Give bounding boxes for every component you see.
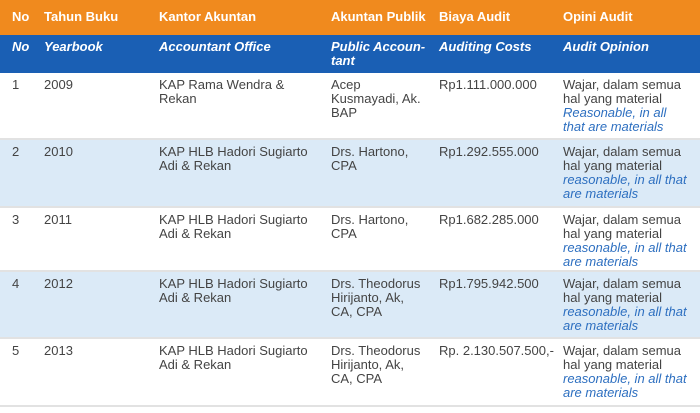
row-number: 3 [12, 212, 20, 227]
table-row [0, 208, 700, 272]
row-opinion-english: reasonable, in all that [563, 304, 687, 319]
header-en-year: Yearbook [44, 39, 103, 54]
row-opinion-line: Wajar, dalam semua [563, 77, 682, 92]
table-row [0, 140, 700, 208]
row-accountant [331, 145, 431, 173]
row-accountant-line: Hirijanto, Ak, [331, 357, 404, 372]
row-accountant-line: Acep [331, 77, 361, 92]
row-office-line: KAP HLB Hadori Sugiarto [159, 212, 308, 227]
header-en-accountant: Public Accoun- tant [331, 39, 426, 68]
row-office [159, 213, 324, 241]
row-opinion [563, 277, 698, 333]
row-opinion [563, 78, 698, 134]
row-accountant [331, 344, 431, 386]
row-accountant-line: BAP [331, 105, 358, 120]
header-en-cost: Auditing Costs [439, 39, 532, 54]
row-accountant-line: Drs. Hartono, [331, 212, 409, 227]
row-opinion-line: hal yang material [563, 290, 662, 305]
row-opinion [563, 145, 698, 201]
row-opinion-line: hal yang material [563, 357, 662, 372]
row-office [159, 344, 324, 372]
row-opinion-english: reasonable, in all that [563, 371, 687, 386]
header-cost: Biaya Audit [439, 9, 511, 24]
row-office-line: KAP HLB Hadori Sugiarto [159, 343, 308, 358]
row-opinion-line: hal yang material [563, 226, 662, 241]
row-accountant-line: Hirijanto, Ak, [331, 290, 404, 305]
row-opinion-line: hal yang material [563, 91, 662, 106]
row-accountant [331, 213, 431, 241]
row-opinion-line: Wajar, dalam semua [563, 276, 682, 291]
row-accountant [331, 277, 431, 319]
row-year: 2009 [44, 77, 73, 92]
header-accountant: Akuntan Publik [331, 9, 426, 24]
row-office [159, 277, 324, 305]
header-year: Tahun Buku [44, 9, 119, 24]
row-opinion [563, 344, 698, 400]
header-row-english [0, 35, 700, 73]
header-no: No [12, 9, 30, 24]
header-en-office: Accountant Office [159, 39, 271, 54]
row-year: 2012 [44, 276, 73, 291]
row-office [159, 78, 324, 106]
row-office-line: KAP HLB Hadori Sugiarto [159, 276, 308, 291]
row-office-line: KAP HLB Hadori Sugiarto [159, 144, 308, 159]
row-cost: Rp1.682.285.000 [439, 212, 539, 227]
table-row [0, 272, 700, 339]
row-office [159, 145, 324, 173]
row-number: 4 [12, 276, 20, 291]
row-accountant-line: Drs. Hartono, [331, 144, 409, 159]
header-opinion: Opini Audit [563, 9, 633, 24]
row-cost: Rp1.292.555.000 [439, 144, 539, 159]
row-accountant [331, 78, 431, 120]
row-opinion-english: reasonable, in all that [563, 240, 687, 255]
row-divider [0, 405, 700, 407]
header-row-indonesian [0, 0, 700, 35]
row-accountant-line: CPA [331, 158, 357, 173]
row-number: 5 [12, 343, 20, 358]
row-cost: Rp1.795.942.500 [439, 276, 539, 291]
row-year: 2010 [44, 144, 73, 159]
row-number: 2 [12, 144, 20, 159]
row-accountant-line: CA, CPA [331, 304, 383, 319]
row-year: 2011 [44, 212, 72, 227]
row-opinion-line: Wajar, dalam semua [563, 343, 682, 358]
header-en-opinion: Audit Opinion [563, 39, 649, 54]
row-office-line: KAP Rama Wendra & [159, 77, 285, 92]
row-office-line: Adi & Rekan [159, 226, 232, 241]
row-opinion-english: are materials [563, 318, 639, 333]
row-office-line: Rekan [159, 91, 197, 106]
row-accountant-line: CPA [331, 226, 357, 241]
table-row [0, 73, 700, 140]
row-accountant-line: Drs. Theodorus [331, 276, 421, 291]
row-opinion-english: are materials [563, 385, 639, 400]
row-opinion [563, 213, 698, 269]
row-opinion-english: reasonable, in all that [563, 172, 687, 187]
row-cost: Rp1.111.000.000 [439, 77, 537, 92]
row-accountant-line: Drs. Theodorus [331, 343, 421, 358]
table-row [0, 339, 700, 407]
row-opinion-line: Wajar, dalam semua [563, 144, 682, 159]
header-en-no: No [12, 39, 30, 54]
row-opinion-english: are materials [563, 254, 639, 269]
row-accountant-line: CA, CPA [331, 371, 383, 386]
header-office: Kantor Akuntan [159, 9, 257, 24]
row-opinion-english: are materials [563, 186, 639, 201]
row-opinion-english: Reasonable, in all [563, 105, 667, 120]
row-opinion-line: hal yang material [563, 158, 662, 173]
row-office-line: Adi & Rekan [159, 158, 232, 173]
row-opinion-english: that are materials [563, 119, 664, 134]
row-office-line: Adi & Rekan [159, 357, 232, 372]
row-office-line: Adi & Rekan [159, 290, 232, 305]
row-number: 1 [12, 77, 20, 92]
row-cost: Rp. 2.130.507.500,- [439, 343, 554, 358]
row-year: 2013 [44, 343, 73, 358]
row-accountant-line: Kusmayadi, Ak. [331, 91, 421, 106]
row-opinion-line: Wajar, dalam semua [563, 212, 682, 227]
